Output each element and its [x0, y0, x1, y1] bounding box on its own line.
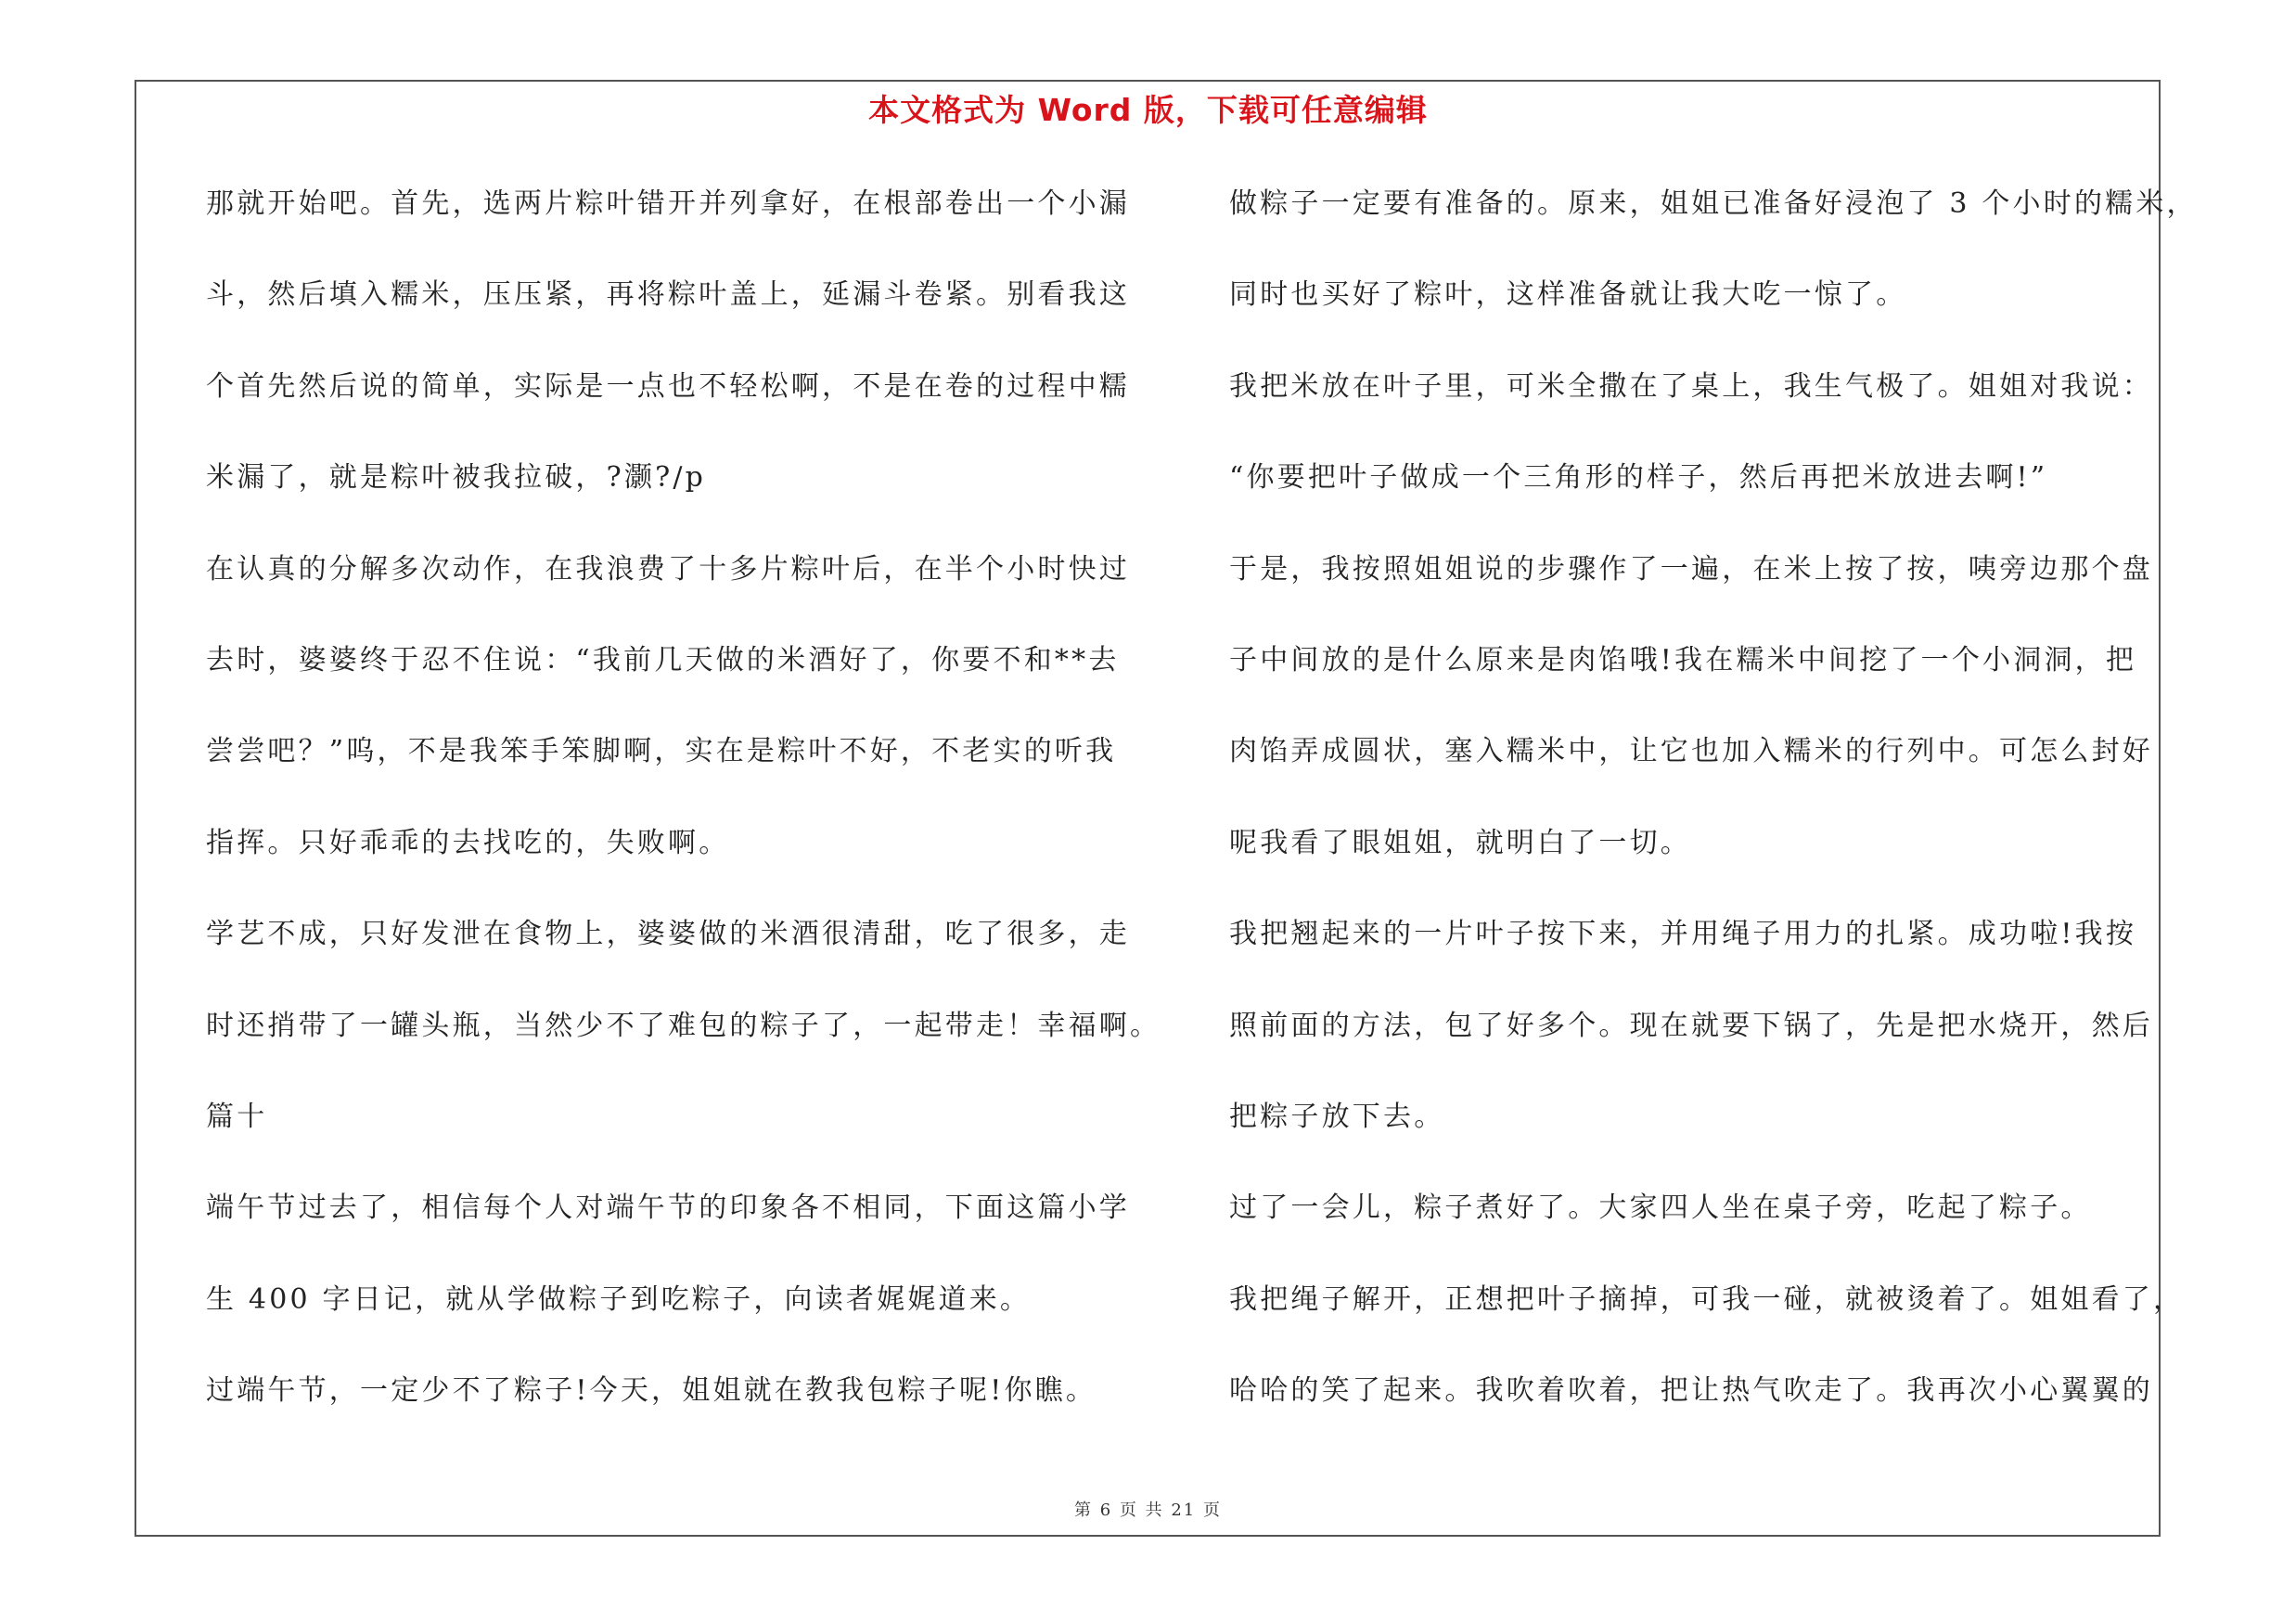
text-line: 哈哈的笑了起来。我吹着吹着，把让热气吹走了。我再次小心翼翼的 — [1229, 1374, 2153, 1408]
text-line: 个首先然后说的简单，实际是一点也不轻松啊，不是在卷的过程中糯 — [206, 369, 1130, 403]
text-line: 在认真的分解多次动作，在我浪费了十多片粽叶后，在半个小时快过 — [206, 552, 1130, 586]
text-line: 斗，然后填入糯米，压压紧，再将粽叶盖上，延漏斗卷紧。别看我这 — [206, 278, 1130, 312]
text-line: 我把绳子解开，正想把叶子摘掉，可我一碰，就被烫着了。姐姐看了， — [1229, 1282, 2185, 1316]
page-number-footer: 第 6 页 共 21 页 — [1074, 1501, 1222, 1520]
text-line: 呢我看了眼姐姐，就明白了一切。 — [1229, 826, 1691, 859]
text-line: 照前面的方法，包了好多个。现在就要下锅了，先是把水烧开，然后 — [1229, 1009, 2153, 1042]
text-line: 于是，我按照姐姐说的步骤作了一遍，在米上按了按，咦旁边那个盘 — [1229, 552, 2153, 586]
text-line: 去时，婆婆终于忍不住说：“我前几天做的米酒好了，你要不和**去 — [206, 643, 1120, 676]
text-line: 我把翘起来的一片叶子按下来，并用绳子用力的扎紧。成功啦!我按 — [1229, 918, 2137, 951]
format-banner: 本文格式为 Word 版，下载可任意编辑 — [868, 92, 1428, 128]
text-line: “你要把叶子做成一个三角形的样子，然后再把米放进去啊!” — [1229, 461, 2048, 495]
left-column — [206, 176, 1161, 1454]
text-line: 肉馅弄成圆状，塞入糯米中，让它也加入糯米的行列中。可怎么封好 — [1229, 735, 2153, 768]
text-line: 做粽子一定要有准备的。原来，姐姐已准备好浸泡了 3 个小时的糯米， — [1229, 187, 2198, 220]
text-line: 指挥。只好乖乖的去找吃的，失败啊。 — [206, 826, 730, 859]
text-line: 我把米放在叶子里，可米全撒在了桌上，我生气极了。姐姐对我说： — [1229, 369, 2153, 403]
text-line: 端午节过去了，相信每个人对端午节的印象各不相同，下面这篇小学 — [206, 1191, 1130, 1225]
text-line: 学艺不成，只好发泄在食物上，婆婆做的米酒很清甜，吃了很多，走 — [206, 918, 1130, 951]
text-line: 把粽子放下去。 — [1229, 1100, 1445, 1133]
text-line: 子中间放的是什么原来是肉馅哦!我在糯米中间挖了一个小洞洞，把 — [1229, 643, 2137, 676]
text-line: 那就开始吧。首先，选两片粽叶错开并列拿好，在根部卷出一个小漏 — [206, 187, 1130, 220]
text-line: 过了一会儿，粽子煮好了。大家四人坐在桌子旁，吃起了粽子。 — [1229, 1191, 2092, 1225]
text-line: 过端午节，一定少不了粽子!今天，姐姐就在教我包粽子呢!你瞧。 — [206, 1374, 1097, 1408]
right-column — [1229, 176, 2198, 1454]
text-line: 时还捎带了一罐头瓶，当然少不了难包的粽子了，一起带走！幸福啊。 — [206, 1009, 1161, 1042]
text-line: 尝尝吧？”呜，不是我笨手笨脚啊，实在是粽叶不好，不老实的听我 — [206, 735, 1117, 768]
section-heading: 篇十 — [206, 1100, 268, 1133]
text-line: 同时也买好了粽叶，这样准备就让我大吃一惊了。 — [1229, 278, 1907, 312]
text-line: 生 400 字日记，就从学做粽子到吃粽子，向读者娓娓道来。 — [206, 1282, 1032, 1316]
text-line: 米漏了，就是粽叶被我拉破，?灏?/p — [206, 461, 707, 495]
